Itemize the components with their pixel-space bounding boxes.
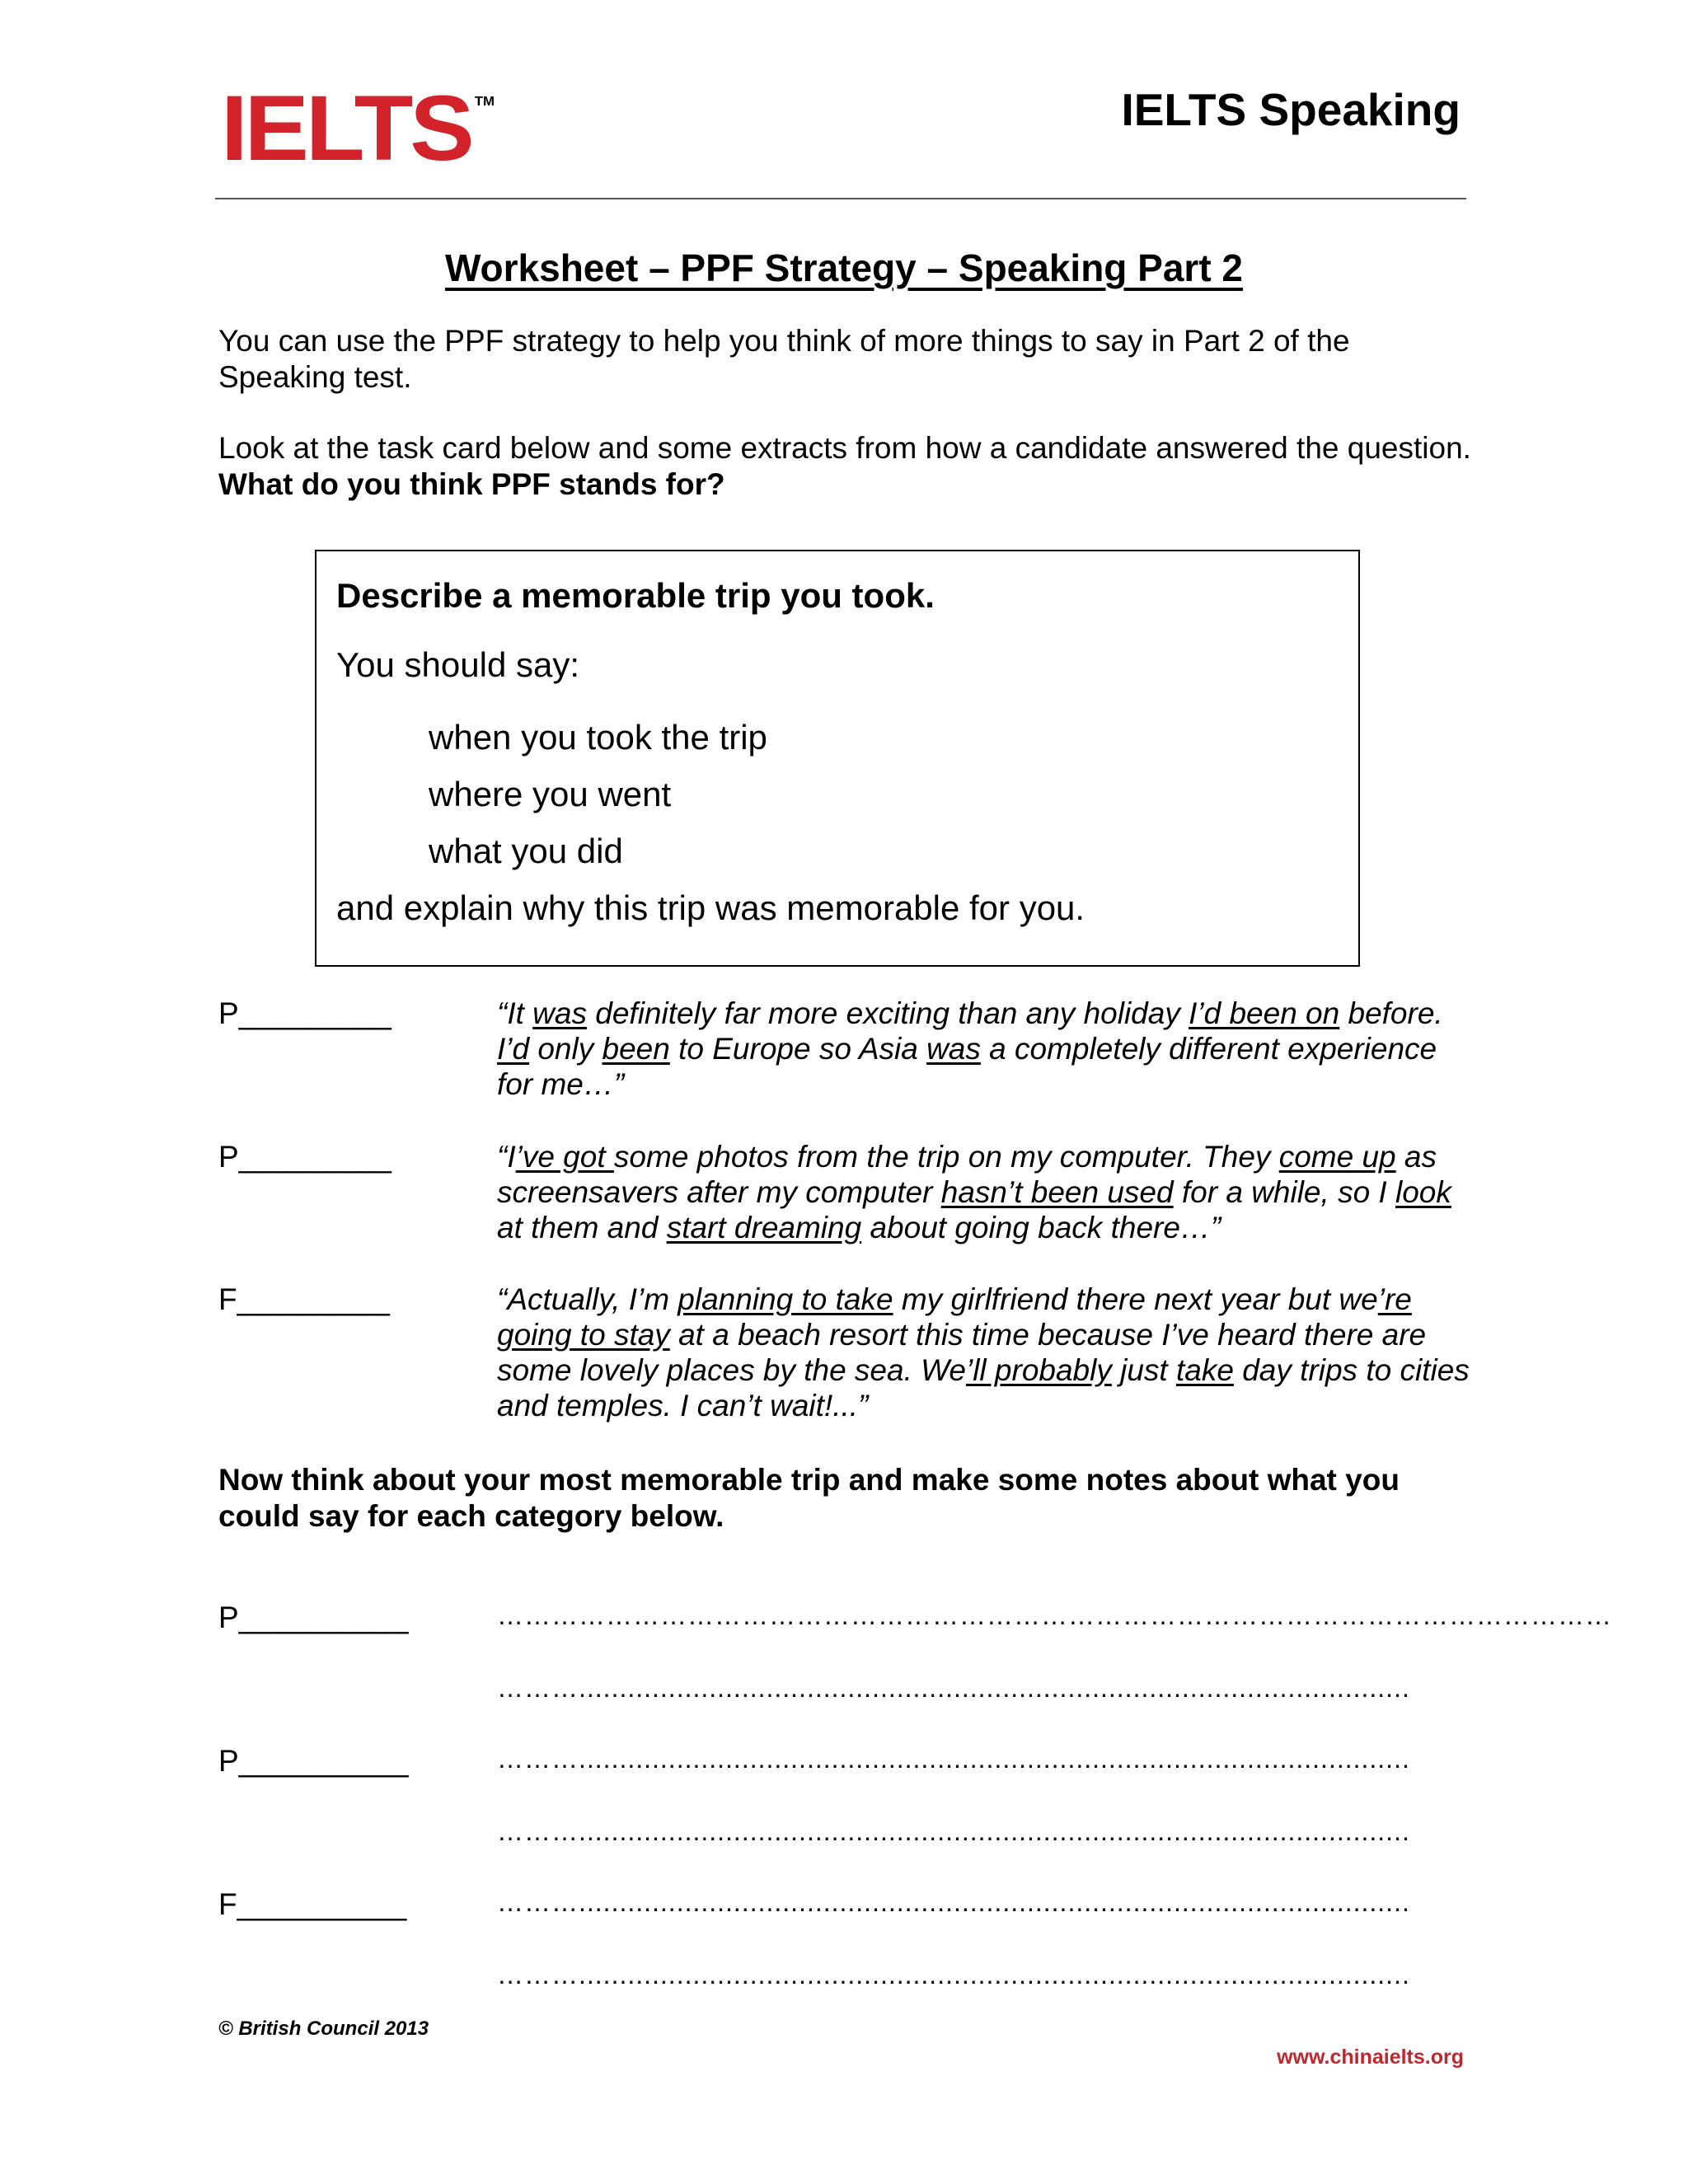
extract-label-present: P_________ [218,1140,392,1174]
underlined-phrase: look [1395,1175,1451,1209]
task-card-point: where you went [429,775,672,813]
quote-text: “I [497,1140,516,1174]
intro-question: What do you think PPF stands for? [218,467,725,501]
notes-label-past: P__________ [218,1601,409,1634]
worksheet-title: Worksheet – PPF Strategy – Speaking Part 2 [444,246,1244,289]
header-divider [215,198,1466,199]
quote-text: just [1111,1353,1176,1387]
task-card-prompt: You should say: [336,645,580,684]
quote-text: definitely far more exciting than any holiday [586,996,1189,1030]
intro-paragraph-2 [218,430,1471,503]
underlined-phrase: ’ve got [515,1140,614,1174]
underlined-phrase: I’d been on [1189,996,1340,1030]
extract-quote-future [497,1282,1470,1423]
underlined-phrase: was [926,1032,981,1066]
notes-line[interactable]: ………...................................................................................................... [497,1816,1410,1846]
intro-paragraph-2-text: Look at the task card below and some extracts from how a candidate answered the question. [218,431,1471,465]
extract-quote-past [497,996,1470,1102]
notes-line[interactable]: …………………………………………………………………………………………………………… [497,1601,1612,1630]
notes-line[interactable]: ………...................................................................................................... [497,1673,1410,1703]
quote-text: day trips to cities and temples. I can’t wait!...” [497,1353,1470,1422]
quote-text: for a while, so I [1173,1175,1395,1209]
quote-text: before. [1339,996,1443,1030]
header-title: IELTS Speaking [1121,84,1461,135]
website-link[interactable]: www.chinaielts.org [1277,2046,1464,2069]
underlined-phrase: was [532,996,587,1030]
logo-trademark: TM [474,95,495,109]
notes-label-future: F__________ [218,1887,407,1921]
notes-instruction: Now think about your most memorable trip and make some notes about what you could say for each category below. [218,1463,1400,1533]
extract-quote-present [497,1139,1470,1245]
underlined-phrase: hasn’t been used [940,1175,1174,1209]
underlined-phrase: start dreaming [666,1211,862,1244]
quote-text: my girlfriend there next year but we [893,1282,1378,1316]
extract-label-past: P_________ [218,996,392,1030]
underlined-phrase: planning to take [678,1282,893,1316]
task-card-title: Describe a memorable trip you took. [336,576,935,615]
logo-text: IELTS [221,77,471,180]
task-card-point: what you did [429,832,623,870]
copyright: © British Council 2013 [218,2018,429,2040]
notes-line[interactable]: ………...................................................................................................... [497,1887,1410,1917]
quote-text: at them and [497,1211,667,1244]
notes-line[interactable]: ………...................................................................................................... [497,1744,1410,1774]
quote-text: some photos from the trip on my computer. They [613,1140,1279,1174]
task-card-closing: and explain why this trip was memorable for you. [336,888,1085,927]
quote-text: as screensavers after my computer [497,1140,1437,1209]
underlined-phrase: take [1176,1353,1234,1387]
underlined-phrase: been [602,1032,670,1066]
underlined-phrase: ’ll probably [965,1353,1112,1387]
quote-text: to Europe so Asia [669,1032,927,1066]
quote-text: “Actually, I’m [497,1282,678,1316]
underlined-phrase: ’re going to stay [497,1282,1412,1352]
quote-text: only [529,1032,603,1066]
notes-line[interactable]: ………...................................................................................................... [497,1960,1410,1990]
extract-label-future: F_________ [218,1282,390,1316]
intro-paragraph-1: You can use the PPF strategy to help you think of more things to say in Part 2 of the Speaking test. [218,324,1350,394]
quote-text: “It [497,996,533,1030]
quote-text: at a beach resort this time because I’ve heard there are some lovely places by the sea. We [497,1318,1427,1387]
quote-text: a completely different experience for me…” [497,1032,1437,1101]
quote-text: about going back there…” [861,1211,1221,1244]
task-card [315,550,1360,967]
notes-label-present: P__________ [218,1744,409,1778]
ielts-logo [221,77,495,180]
task-card-point: when you took the trip [429,718,767,757]
underlined-phrase: I’d [497,1032,530,1066]
underlined-phrase: come up [1278,1140,1396,1174]
